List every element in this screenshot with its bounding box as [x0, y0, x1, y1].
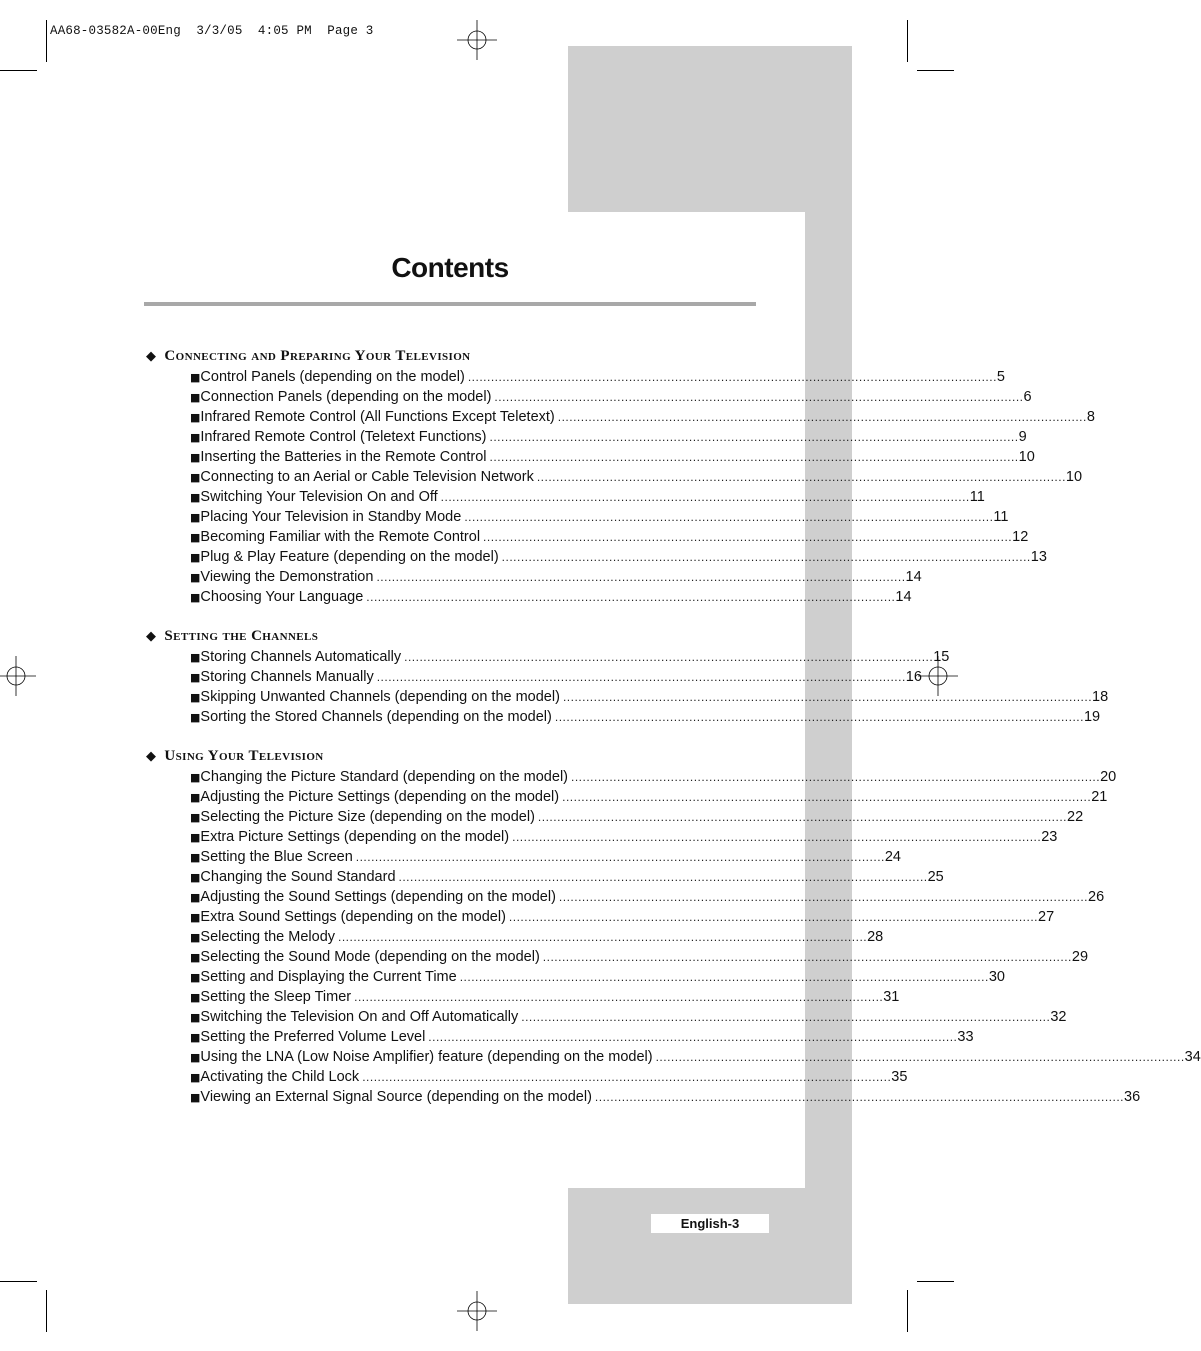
square-bullet-icon: ■: [190, 1070, 201, 1084]
toc-entry-page: 27: [1038, 909, 1055, 925]
toc-leader-dots: ..........................................................................................................................................: [571, 770, 1101, 784]
toc-leader-dots: ..........................................................................................................................................: [376, 570, 906, 584]
toc-entry[interactable]: [190, 1027, 974, 1047]
section-heading: [146, 346, 471, 366]
square-bullet-icon: ■: [190, 1030, 201, 1044]
toc-leader-dots: ..........................................................................................................................................: [464, 510, 994, 524]
square-bullet-icon: ■: [190, 470, 201, 484]
toc-entry-label: Adjusting the Picture Settings (depending on the model): [200, 789, 560, 805]
toc-entry[interactable]: [190, 1067, 908, 1087]
toc-entry[interactable]: [190, 467, 1083, 487]
toc-entry-page: 26: [1088, 889, 1105, 905]
crop-mark: [907, 1290, 908, 1332]
toc-entry-page: 30: [988, 969, 1005, 985]
toc-entry-page: 32: [1050, 1009, 1067, 1025]
toc-entry-page: 25: [927, 869, 944, 885]
registration-mark-icon: [0, 656, 36, 696]
toc-entry[interactable]: [190, 647, 950, 667]
toc-leader-dots: ..........................................................................................................................................: [557, 410, 1087, 424]
toc-leader-dots: ..........................................................................................................................................: [494, 390, 1024, 404]
square-bullet-icon: ■: [190, 530, 201, 544]
toc-leader-dots: ..........................................................................................................................................: [428, 1030, 958, 1044]
square-bullet-icon: ■: [190, 870, 201, 884]
toc-entry-label: Using the LNA (Low Noise Amplifier) feature (depending on the model): [200, 1049, 653, 1065]
toc-entry-label: Setting the Preferred Volume Level: [200, 1029, 426, 1045]
toc-entry[interactable]: [190, 567, 922, 587]
toc-leader-dots: ..........................................................................................................................................: [459, 970, 989, 984]
toc-entry-page: 18: [1092, 689, 1109, 705]
print-slug: AA68-03582A-00Eng 3/3/05 4:05 PM Page 3: [50, 24, 374, 38]
toc-entry[interactable]: [190, 807, 1084, 827]
toc-entry[interactable]: [190, 947, 1089, 967]
toc-leader-dots: ..........................................................................................................................................: [508, 910, 1039, 924]
toc-entry-label: Viewing the Demonstration: [200, 569, 374, 585]
toc-entry[interactable]: [190, 547, 1047, 567]
toc-entry-label: Becoming Familiar with the Remote Control: [200, 529, 481, 545]
toc-entry[interactable]: [190, 987, 900, 1007]
toc-leader-dots: ..........................................................................................................................................: [562, 690, 1093, 704]
toc-entry-label: Infrared Remote Control (Teletext Functions): [200, 429, 487, 445]
toc-entry-page: 19: [1083, 709, 1101, 725]
toc-entry-label: Changing the Picture Standard (depending on the model): [200, 769, 568, 785]
toc-entry-page: 12: [1012, 529, 1029, 545]
square-bullet-icon: ■: [190, 990, 201, 1004]
toc-entry[interactable]: [190, 827, 1058, 847]
toc-entry[interactable]: [190, 1007, 1067, 1027]
crop-mark: [46, 20, 47, 62]
toc-entry-label: Skipping Unwanted Channels (depending on the model): [200, 689, 560, 705]
toc-entry-page: 31: [883, 989, 900, 1005]
toc-entry-page: 11: [993, 509, 1009, 525]
toc-leader-dots: ..........................................................................................................................................: [489, 430, 1019, 444]
square-bullet-icon: ■: [190, 770, 201, 784]
square-bullet-icon: ■: [190, 830, 201, 844]
toc-entry[interactable]: [190, 587, 912, 607]
toc-leader-dots: ..........................................................................................................................................: [362, 1070, 892, 1084]
toc-leader-dots: ..........................................................................................................................................: [536, 470, 1066, 484]
square-bullet-icon: ■: [190, 670, 201, 684]
crop-mark: [0, 70, 37, 71]
toc-entry[interactable]: [190, 1047, 1201, 1067]
toc-leader-dots: ..........................................................................................................................................: [354, 990, 884, 1004]
toc-leader-dots: ..........................................................................................................................................: [537, 810, 1068, 824]
square-bullet-icon: ■: [190, 890, 201, 904]
toc-entry[interactable]: [190, 687, 1109, 707]
toc-leader-dots: ..........................................................................................................................................: [655, 1050, 1185, 1064]
toc-entry-label: Selecting the Picture Size (depending on the model): [200, 809, 535, 825]
toc-entry-label: Control Panels (depending on the model): [200, 369, 465, 385]
toc-entry-page: 35: [891, 1069, 908, 1085]
toc-entry[interactable]: [190, 1087, 1141, 1107]
square-bullet-icon: ■: [190, 410, 201, 424]
toc-entry[interactable]: [190, 927, 884, 947]
toc-entry-label: Selecting the Melody: [200, 929, 336, 945]
toc-entry[interactable]: [190, 407, 1095, 427]
toc-entry[interactable]: [190, 387, 1032, 407]
toc-entry-label: Changing the Sound Standard: [200, 869, 396, 885]
toc-entry-label: Setting the Blue Screen: [200, 849, 353, 865]
toc-entry-label: Setting and Displaying the Current Time: [200, 969, 457, 985]
square-bullet-icon: ■: [190, 710, 201, 724]
crop-mark: [917, 1281, 954, 1282]
toc-leader-dots: ..........................................................................................................................................: [338, 930, 868, 944]
toc-leader-dots: ..........................................................................................................................................: [440, 490, 970, 504]
square-bullet-icon: ■: [190, 550, 201, 564]
square-bullet-icon: ■: [190, 1050, 201, 1064]
page-number-label: English-3: [651, 1214, 769, 1233]
toc-entry-page: 10: [1065, 469, 1083, 485]
toc-entry[interactable]: [190, 847, 901, 867]
toc-entry-page: 24: [884, 849, 901, 865]
toc-leader-dots: ..........................................................................................................................................: [355, 850, 885, 864]
toc-entry[interactable]: [190, 447, 1035, 467]
toc-leader-dots: ..........................................................................................................................................: [398, 870, 928, 884]
square-bullet-icon: ■: [190, 810, 201, 824]
toc-entry-page: 20: [1100, 769, 1117, 785]
toc-entry[interactable]: [190, 867, 944, 887]
toc-entry-page: 5: [996, 369, 1005, 385]
toc-leader-dots: ..........................................................................................................................................: [554, 710, 1084, 724]
toc-entry-label: Storing Channels Automatically: [200, 649, 402, 665]
toc-entry[interactable]: [190, 907, 1055, 927]
toc-entry-label: Choosing Your Language: [200, 589, 364, 605]
toc-entry-label: Connecting to an Aerial or Cable Television Network: [200, 469, 534, 485]
toc-entry-page: 33: [957, 1029, 974, 1045]
toc-entry-page: 34: [1184, 1049, 1201, 1065]
registration-mark-icon: [457, 1291, 497, 1331]
toc-leader-dots: ..........................................................................................................................................: [562, 790, 1092, 804]
toc-entry-page: 36: [1124, 1089, 1141, 1105]
toc-entry-label: Extra Picture Settings (depending on the model): [200, 829, 510, 845]
toc-leader-dots: ..........................................................................................................................................: [512, 830, 1042, 844]
square-bullet-icon: ■: [190, 790, 201, 804]
toc-leader-dots: ..........................................................................................................................................: [467, 370, 997, 384]
gray-panel-bottom: [568, 1188, 852, 1304]
square-bullet-icon: ■: [190, 450, 201, 464]
toc-entry-page: 28: [867, 929, 884, 945]
square-bullet-icon: ■: [190, 650, 201, 664]
toc-entry-page: 8: [1086, 409, 1095, 425]
crop-mark: [917, 70, 954, 71]
square-bullet-icon: ■: [190, 1090, 201, 1104]
toc-leader-dots: ..........................................................................................................................................: [542, 950, 1072, 964]
toc-entry-page: 22: [1067, 809, 1084, 825]
diamond-bullet-icon: ◆: [146, 348, 157, 364]
gray-panel-top: [568, 46, 852, 212]
crop-mark: [46, 1290, 47, 1332]
square-bullet-icon: ■: [190, 390, 201, 404]
crop-mark: [907, 20, 908, 62]
toc-entry-page: 23: [1041, 829, 1058, 845]
toc-entry[interactable]: [190, 527, 1029, 547]
toc-entry-page: 9: [1018, 429, 1027, 445]
toc-leader-dots: ..........................................................................................................................................: [594, 1090, 1124, 1104]
square-bullet-icon: ■: [190, 510, 201, 524]
toc-entry-label: Switching Your Television On and Off: [200, 489, 438, 505]
section-heading-text: Using Your Television: [164, 747, 324, 764]
toc-entry-page: 29: [1071, 949, 1089, 965]
toc-entry-label: Plug & Play Feature (depending on the model): [200, 549, 499, 565]
toc-entry[interactable]: [190, 487, 985, 507]
diamond-bullet-icon: ◆: [146, 628, 157, 644]
square-bullet-icon: ■: [190, 490, 201, 504]
toc-leader-dots: ..........................................................................................................................................: [501, 550, 1031, 564]
toc-entry-page: 11: [969, 489, 985, 505]
toc-entry-page: 10: [1018, 449, 1035, 465]
square-bullet-icon: ■: [190, 590, 201, 604]
toc-entry-page: 21: [1091, 789, 1108, 805]
toc-entry[interactable]: [190, 707, 1101, 727]
crop-mark: [0, 1281, 37, 1282]
section-heading: [146, 746, 324, 766]
toc-entry-label: Adjusting the Sound Settings (depending on the model): [200, 889, 556, 905]
toc-entry-page: 14: [895, 589, 912, 605]
toc-entry-label: Infrared Remote Control (All Functions Except Teletext): [200, 409, 555, 425]
toc-entry[interactable]: [190, 767, 1117, 787]
toc-leader-dots: ..........................................................................................................................................: [404, 650, 934, 664]
toc-entry-label: Inserting the Batteries in the Remote Control: [200, 449, 487, 465]
square-bullet-icon: ■: [190, 850, 201, 864]
toc-entry-label: Setting the Sleep Timer: [200, 989, 352, 1005]
toc-entry-label: Switching the Television On and Off Automatically: [200, 1009, 519, 1025]
toc-entry-label: Viewing an External Signal Source (depending on the model): [200, 1089, 592, 1105]
toc-leader-dots: ..........................................................................................................................................: [489, 450, 1019, 464]
toc-entry[interactable]: [190, 507, 1009, 527]
square-bullet-icon: ■: [190, 690, 201, 704]
toc-entry-label: Connection Panels (depending on the model): [200, 389, 492, 405]
square-bullet-icon: ■: [190, 430, 201, 444]
toc-entry-page: 16: [905, 669, 922, 685]
toc-entry-label: Sorting the Stored Channels (depending on the model): [200, 709, 552, 725]
toc-entry-page: 13: [1030, 549, 1047, 565]
toc-leader-dots: ..........................................................................................................................................: [366, 590, 896, 604]
square-bullet-icon: ■: [190, 370, 201, 384]
toc-entry-label: Storing Channels Manually: [200, 669, 374, 685]
toc-entry-label: Activating the Child Lock: [200, 1069, 360, 1085]
diamond-bullet-icon: ◆: [146, 748, 157, 764]
section-heading-text: Setting the Channels: [164, 627, 319, 644]
toc-entry[interactable]: [190, 787, 1108, 807]
section-heading: [146, 626, 318, 646]
square-bullet-icon: ■: [190, 930, 201, 944]
toc-entry-label: Selecting the Sound Mode (depending on the model): [200, 949, 540, 965]
toc-leader-dots: ..........................................................................................................................................: [558, 890, 1088, 904]
square-bullet-icon: ■: [190, 570, 201, 584]
toc-entry-page: 6: [1023, 389, 1032, 405]
toc-leader-dots: ..........................................................................................................................................: [521, 1010, 1051, 1024]
title-divider: [144, 302, 756, 306]
toc-entry-page: 14: [905, 569, 922, 585]
toc-entry[interactable]: [190, 887, 1105, 907]
toc-leader-dots: ..........................................................................................................................................: [376, 670, 906, 684]
toc-entry[interactable]: [190, 667, 922, 687]
toc-entry[interactable]: [190, 367, 1005, 387]
square-bullet-icon: ■: [190, 1010, 201, 1024]
square-bullet-icon: ■: [190, 910, 201, 924]
toc-entry[interactable]: [190, 967, 1005, 987]
section-heading-text: Connecting and Preparing Your Television: [164, 347, 471, 364]
toc-entry-label: Placing Your Television in Standby Mode: [200, 509, 462, 525]
toc-entry-label: Extra Sound Settings (depending on the model): [200, 909, 506, 925]
square-bullet-icon: ■: [190, 950, 201, 964]
page-title: Contents: [391, 252, 509, 283]
toc-entry-page: 15: [933, 649, 950, 665]
toc-entry[interactable]: [190, 427, 1027, 447]
registration-mark-icon: [457, 20, 497, 60]
toc-leader-dots: ..........................................................................................................................................: [483, 530, 1013, 544]
square-bullet-icon: ■: [190, 970, 201, 984]
